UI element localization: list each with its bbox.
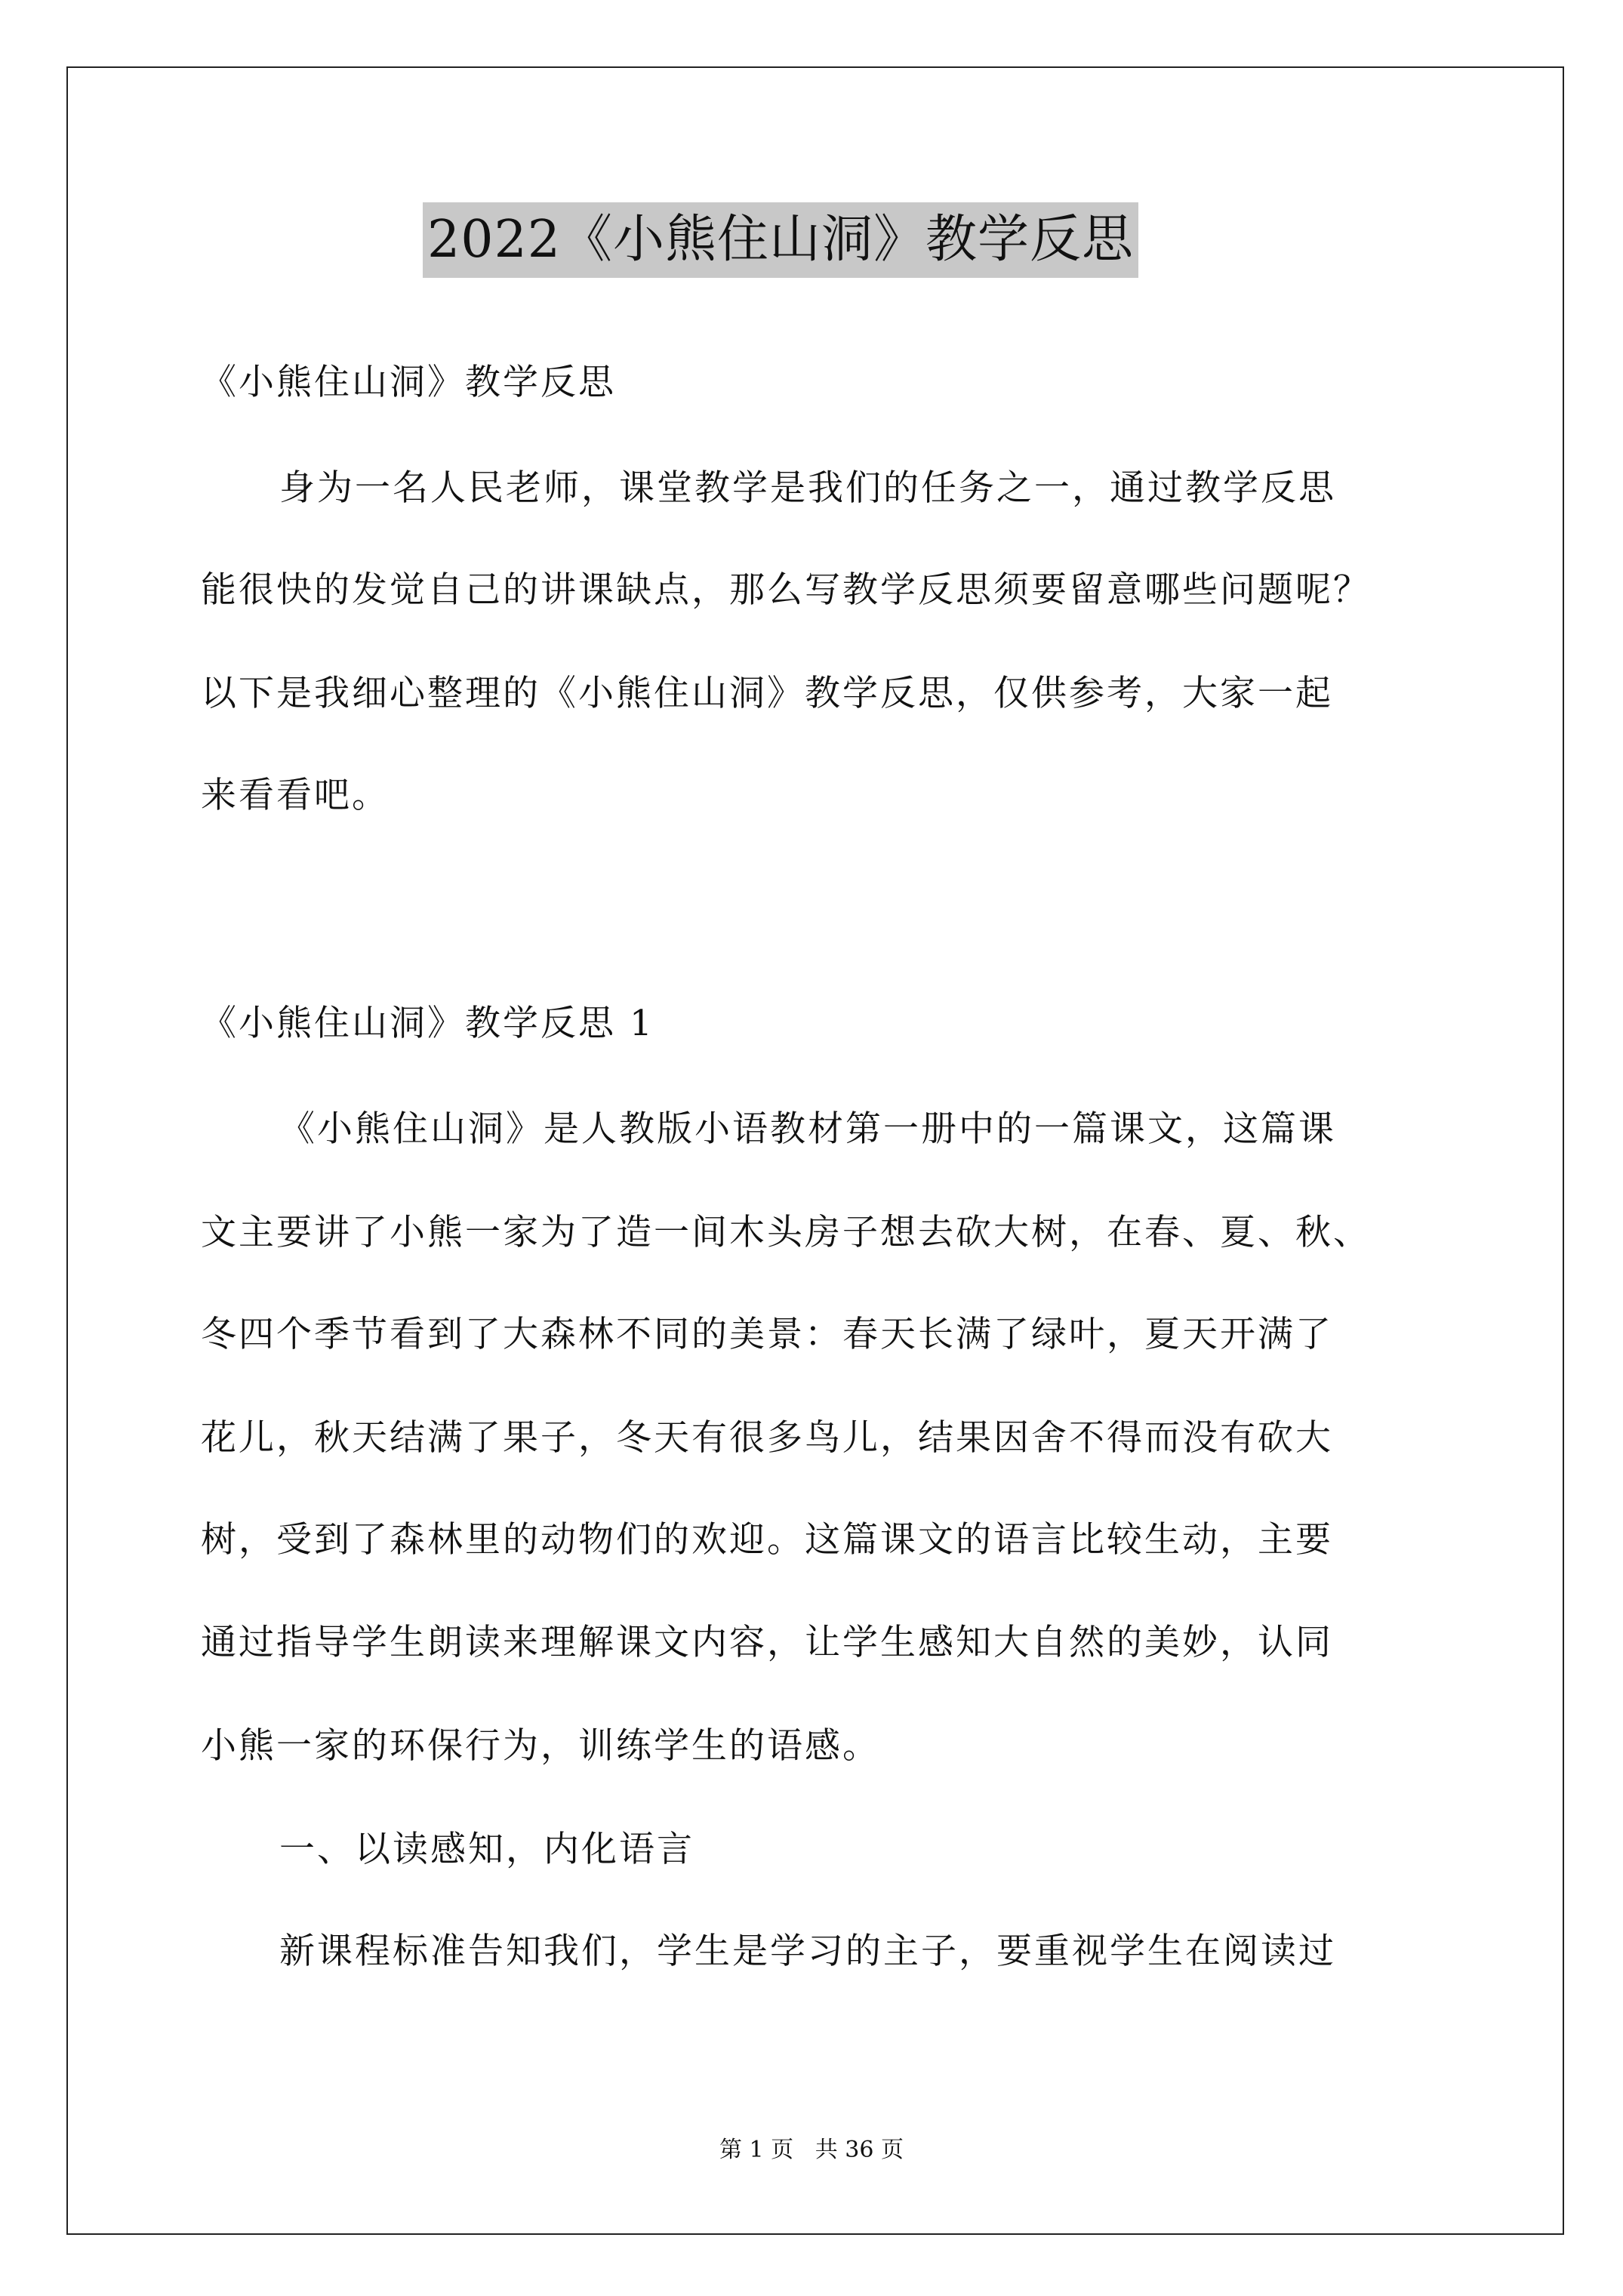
intro-line: 能很快的发觉自己的讲课缺点，那么写教学反思须要留意哪些问题呢？ xyxy=(201,569,1371,611)
document-title: 2022《小熊住山洞》教学反思 xyxy=(423,202,1138,278)
body-line: 文主要讲了小熊一家为了造一间木头房子想去砍大树，在春、夏、秋、 xyxy=(201,1212,1371,1253)
page-number-footer: 第 1 页 共 36 页 xyxy=(719,2137,904,2163)
point-heading: 一、以读感知，内化语言 xyxy=(279,1829,694,1870)
body-line: 《小熊住山洞》是人教版小语教材第一册中的一篇课文，这篇课 xyxy=(279,1108,1336,1150)
subtitle: 《小熊住山洞》教学反思 xyxy=(201,362,616,403)
intro-line: 来看看吧。 xyxy=(201,775,390,816)
body-line: 花儿，秋天结满了果子，冬天有很多鸟儿，结果因舍不得而没有砍大 xyxy=(201,1417,1333,1459)
body-line: 树，受到了森林里的动物们的欢迎。这篇课文的语言比较生动，主要 xyxy=(201,1519,1333,1561)
body-line: 小熊一家的环保行为，训练学生的语感。 xyxy=(201,1725,880,1767)
section-heading: 《小熊住山洞》教学反思 1 xyxy=(201,1003,654,1044)
intro-line: 以下是我细心整理的《小熊住山洞》教学反思，仅供参考，大家一起 xyxy=(201,673,1333,714)
intro-line: 身为一名人民老师，课堂教学是我们的任务之一，通过教学反思 xyxy=(279,467,1336,509)
body-line: 冬四个季节看到了大森林不同的美景：春天长满了绿叶，夏天开满了 xyxy=(201,1314,1333,1355)
body-line: 新课程标准告知我们，学生是学习的主子，要重视学生在阅读过 xyxy=(279,1931,1336,1972)
body-line: 通过指导学生朗读来理解课文内容，让学生感知大自然的美妙，认同 xyxy=(201,1622,1333,1663)
